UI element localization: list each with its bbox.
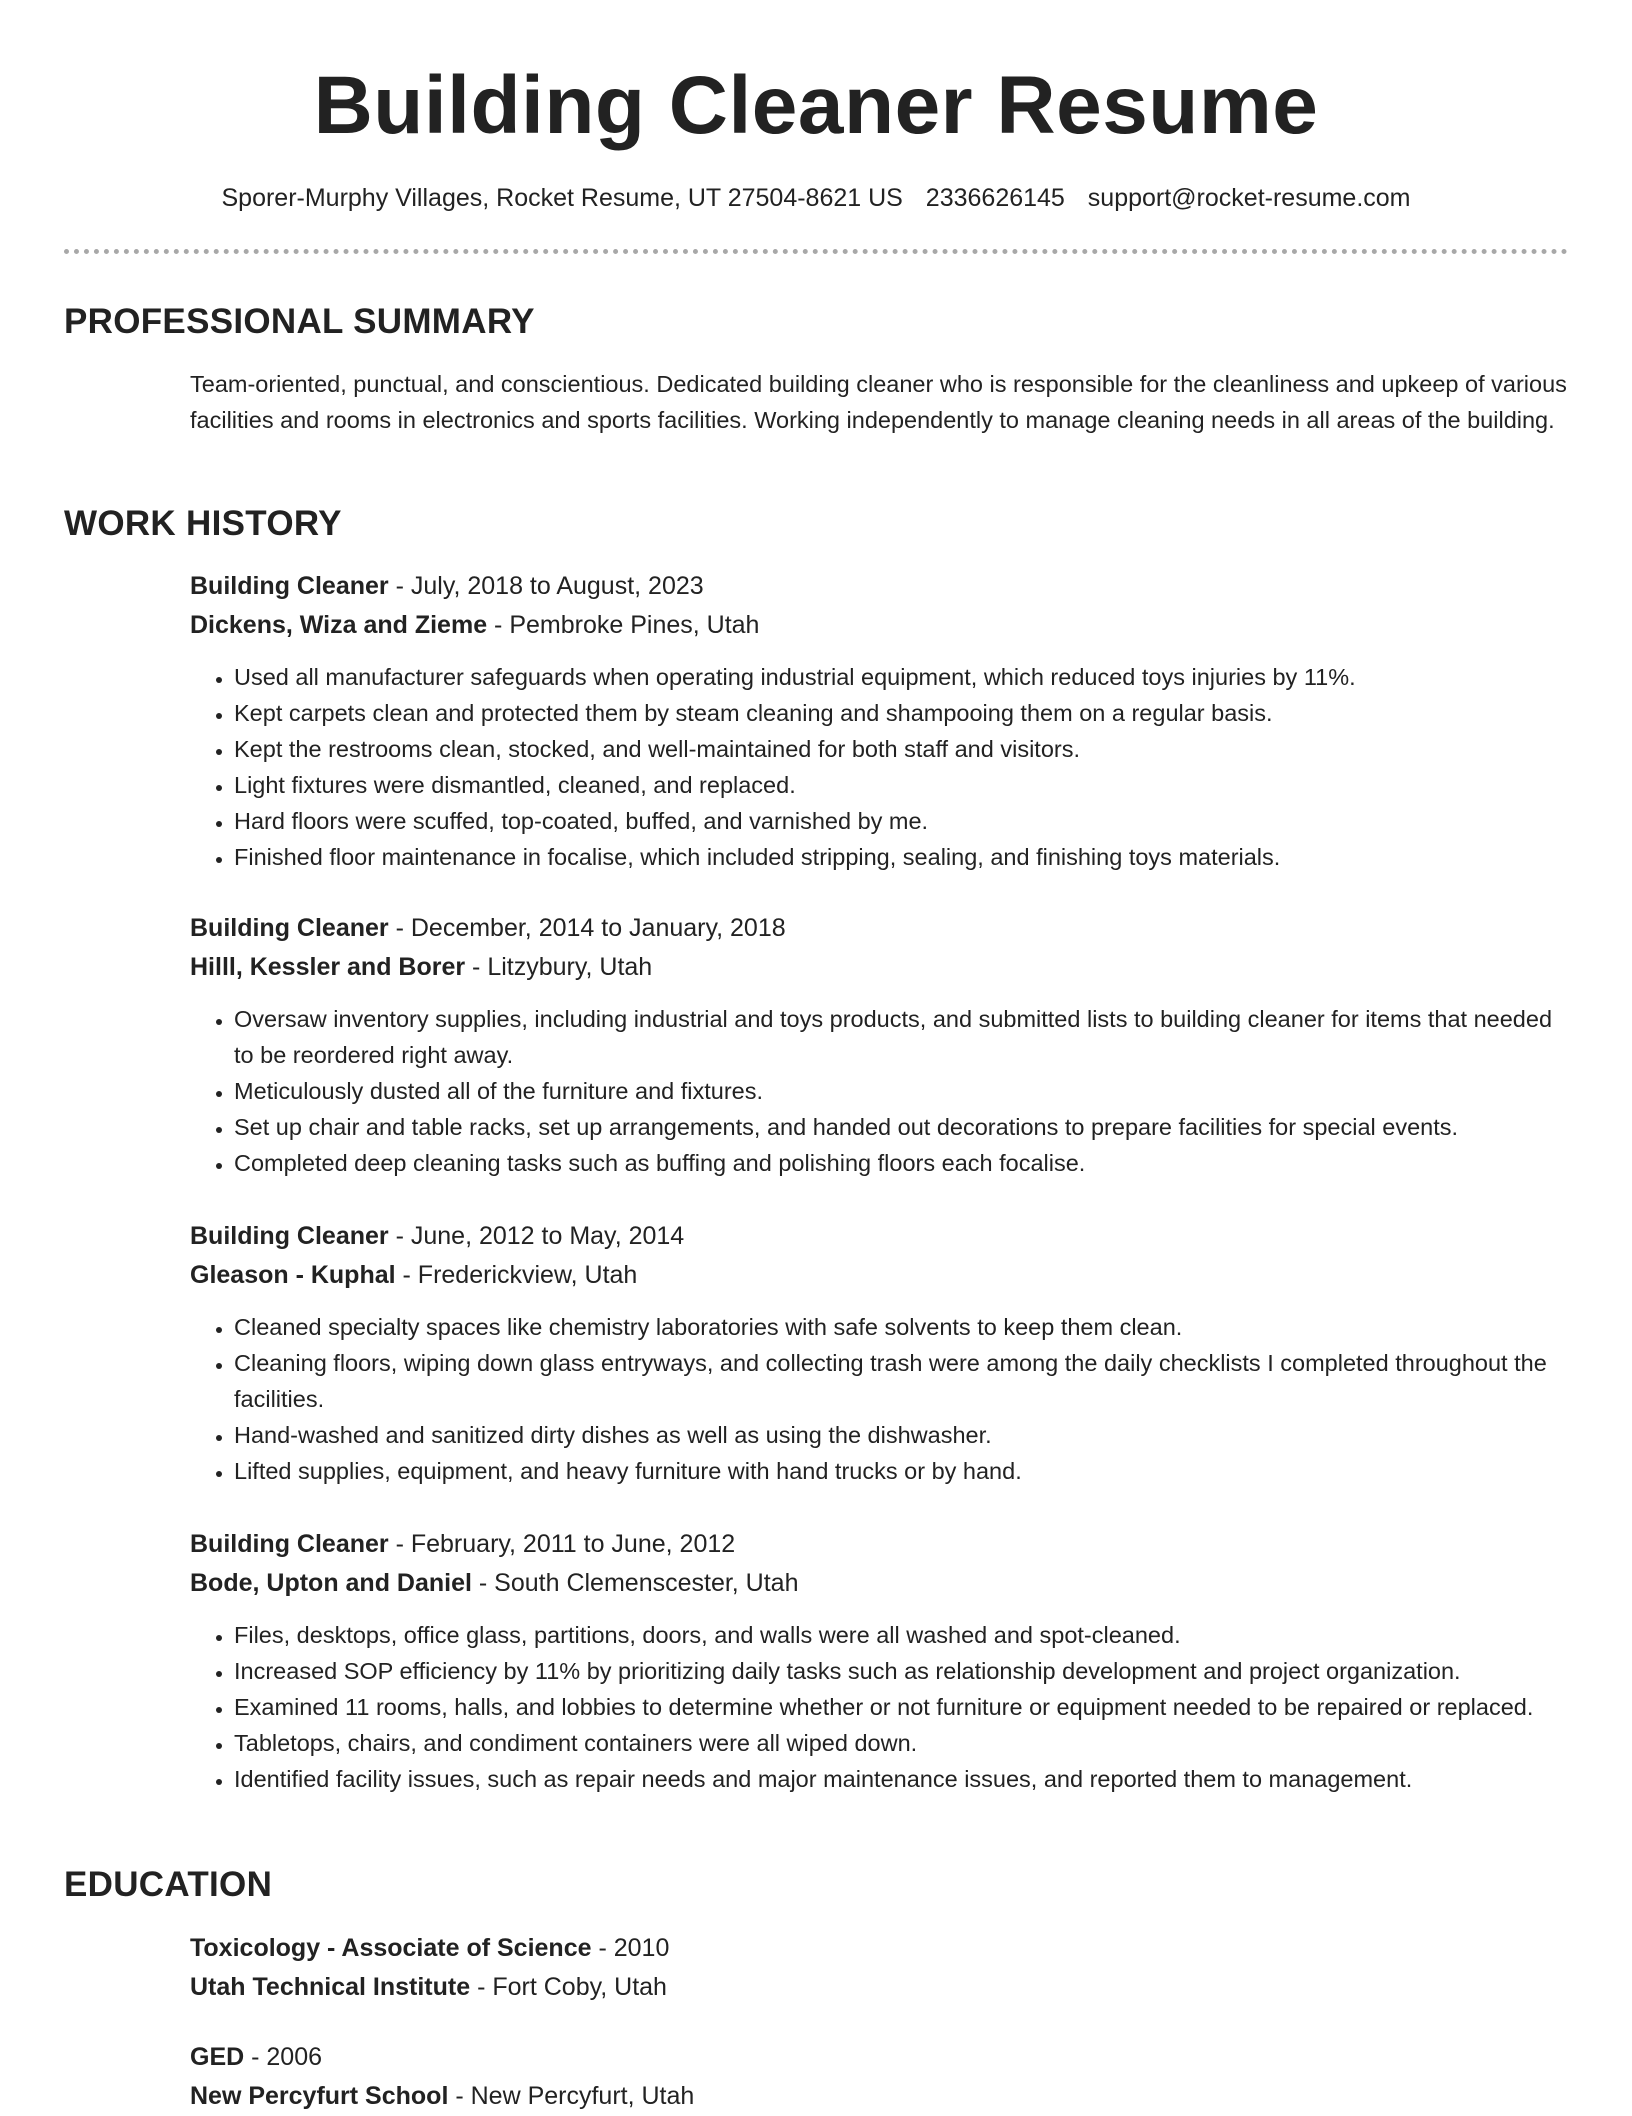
job-bullet: • Finished floor maintenance in focalise, which included stripping, sealing, and finishing toys materials. (234, 839, 1570, 875)
school-location: - New Percyfurt, Utah (448, 2082, 695, 2110)
job-bullet: • Cleaning floors, wiping down glass entryways, and collecting trash were among the daily checklists I completed throughout the facilities. (234, 1345, 1570, 1417)
job-dates: - July, 2018 to August, 2023 (388, 572, 704, 600)
job-bullet: • Tabletops, chairs, and condiment containers were all wiped down. (234, 1725, 1570, 1761)
job-bullet: • Meticulously dusted all of the furniture and fixtures. (234, 1073, 1570, 1109)
job-bullet: • Cleaned specialty spaces like chemistry laboratories with safe solvents to keep them clean. (234, 1309, 1570, 1345)
job-bullet: • Increased SOP efficiency by 11% by prioritizing daily tasks such as relationship development and project organization. (234, 1653, 1570, 1689)
education-entry (190, 1929, 1570, 2007)
job-bullet: • Oversaw inventory supplies, including industrial and toys products, and submitted lists to building cleaner for items that needed to be reordered right away. (234, 1001, 1570, 1073)
job-title-line (190, 567, 1570, 606)
company-name: Gleason - Kuphal (190, 1261, 396, 1289)
degree-year: - 2006 (244, 2043, 323, 2071)
job-title: Building Cleaner (190, 572, 389, 600)
job-entry (190, 1217, 1570, 1489)
job-bullet: • Light fixtures were dismantled, cleaned, and replaced. (234, 767, 1570, 803)
job-company-line (190, 606, 1570, 645)
degree-line (190, 2038, 1570, 2077)
company-location: - Litzybury, Utah (465, 953, 653, 981)
job-title-line (190, 1217, 1570, 1256)
job-bullet: • Kept the restrooms clean, stocked, and well-maintained for both staff and visitors. (234, 731, 1570, 767)
company-location: - Pembroke Pines, Utah (487, 611, 760, 639)
job-bullet: • Used all manufacturer safeguards when operating industrial equipment, which reduced toys injuries by 11%. (234, 659, 1570, 695)
degree-line (190, 1929, 1570, 1968)
job-bullets (190, 1617, 1570, 1797)
email-text: support@rocket-resume.com (1087, 184, 1411, 212)
education-entry (190, 2038, 1570, 2116)
job-dates: - December, 2014 to January, 2018 (388, 914, 786, 942)
job-bullet: • Completed deep cleaning tasks such as buffing and polishing floors each focalise. (234, 1145, 1570, 1181)
job-bullet: • Lifted supplies, equipment, and heavy furniture with hand trucks or by hand. (234, 1453, 1570, 1489)
phone-text: 2336626145 (925, 184, 1065, 212)
job-bullet: • Hand-washed and sanitized dirty dishes as well as using the dishwasher. (234, 1417, 1570, 1453)
job-entry (190, 909, 1570, 1181)
company-location: - Frederickview, Utah (395, 1261, 638, 1289)
job-bullet: • Examined 11 rooms, halls, and lobbies to determine whether or not furniture or equipment needed to be repaired or replaced. (234, 1689, 1570, 1725)
work-history-heading: WORK HISTORY (64, 504, 342, 543)
address-text: Sporer-Murphy Villages, Rocket Resume, UT 27504-8621 US (221, 184, 903, 212)
company-location: - South Clemenscester, Utah (471, 1569, 799, 1597)
summary-heading: PROFESSIONAL SUMMARY (64, 302, 535, 341)
header-divider (64, 249, 1568, 254)
job-entry (190, 567, 1570, 875)
degree-year: - 2010 (591, 1934, 670, 1962)
job-bullet: • Identified facility issues, such as repair needs and major maintenance issues, and reported them to management. (234, 1761, 1570, 1797)
job-title-line (190, 909, 1570, 948)
company-name: Dickens, Wiza and Zieme (190, 611, 488, 639)
job-title: Building Cleaner (190, 1222, 389, 1250)
school-location: - Fort Coby, Utah (470, 1973, 667, 2001)
job-dates: - February, 2011 to June, 2012 (388, 1530, 736, 1558)
job-title: Building Cleaner (190, 1530, 389, 1558)
job-title-line (190, 1525, 1570, 1564)
job-bullet: • Kept carpets clean and protected them by steam cleaning and shampooing them on a regular basis. (234, 695, 1570, 731)
company-name: Hilll, Kessler and Borer (190, 953, 466, 981)
contact-line (0, 178, 1632, 218)
degree-name: GED (190, 2043, 245, 2071)
degree-name: Toxicology - Associate of Science (190, 1934, 592, 1962)
job-company-line (190, 1256, 1570, 1295)
job-entry (190, 1525, 1570, 1797)
job-bullet: • Files, desktops, office glass, partitions, doors, and walls were all washed and spot-cleaned. (234, 1617, 1570, 1653)
school-name: New Percyfurt School (190, 2082, 449, 2110)
job-company-line (190, 948, 1570, 987)
school-line (190, 1968, 1570, 2007)
job-bullet: • Set up chair and table racks, set up arrangements, and handed out decorations to prepare facilities for special events. (234, 1109, 1570, 1145)
job-dates: - June, 2012 to May, 2014 (388, 1222, 685, 1250)
company-name: Bode, Upton and Daniel (190, 1569, 472, 1597)
summary-text: Team-oriented, punctual, and conscientious. Dedicated building cleaner who is responsible for the cleanliness and upkeep of various facilities and rooms in electronics and sports facilities. Working independently to manage cleaning needs in all areas of the building. (190, 371, 1567, 433)
school-line (190, 2077, 1570, 2116)
education-heading: EDUCATION (64, 1865, 273, 1904)
job-bullets (190, 659, 1570, 875)
job-bullets (190, 1001, 1570, 1181)
resume-title: Building Cleaner Resume (313, 60, 1319, 151)
job-title: Building Cleaner (190, 914, 389, 942)
job-bullet: • Hard floors were scuffed, top-coated, buffed, and varnished by me. (234, 803, 1570, 839)
job-company-line (190, 1564, 1570, 1603)
school-name: Utah Technical Institute (190, 1973, 471, 2001)
job-bullets (190, 1309, 1570, 1489)
